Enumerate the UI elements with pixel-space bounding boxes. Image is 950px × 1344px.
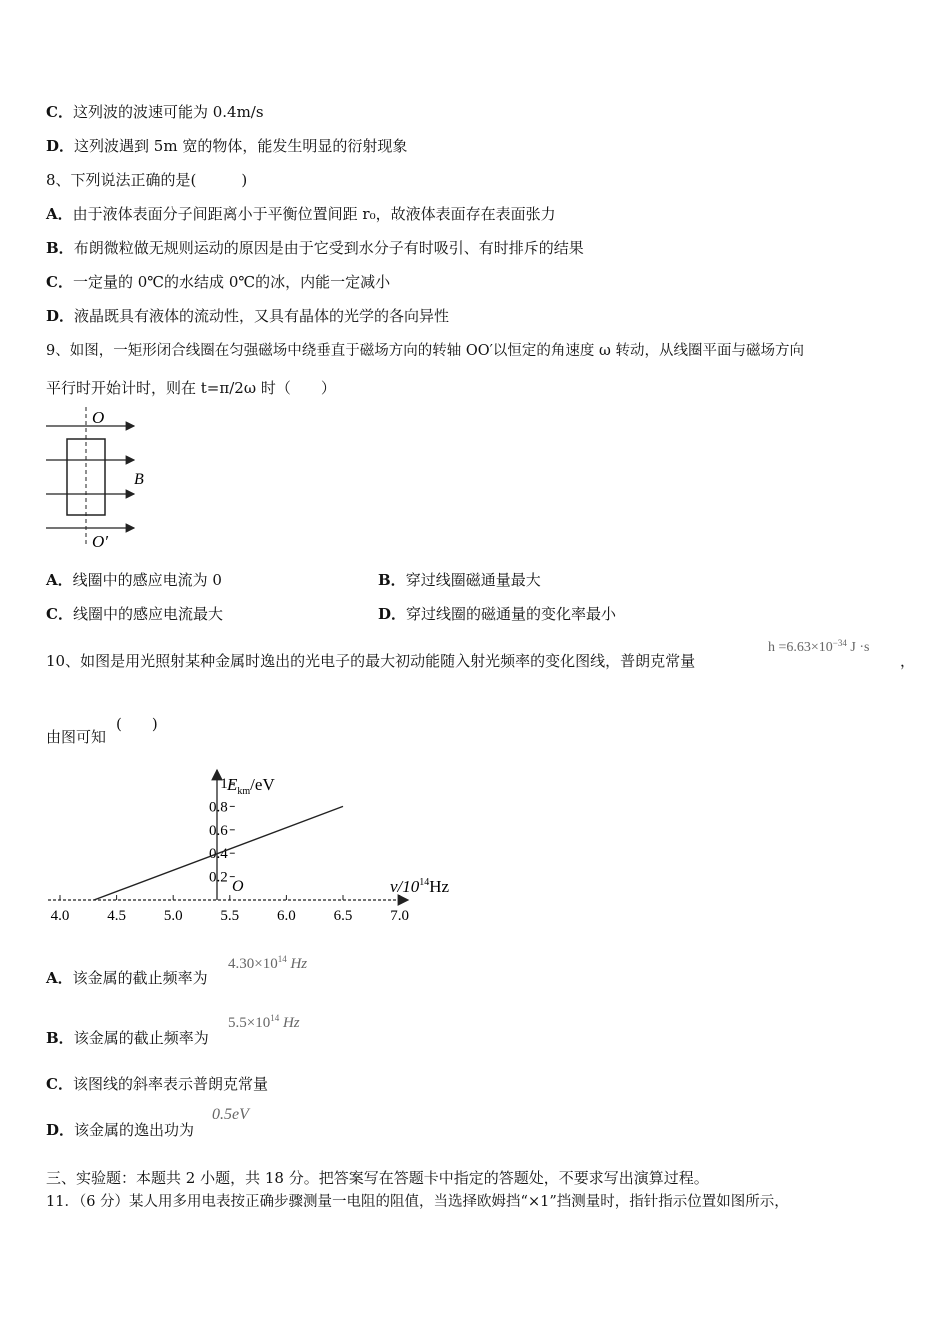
option-text: 该金属的截止频率为 (72, 969, 208, 987)
option-label: A． (46, 571, 73, 589)
axis-label-o: O (92, 408, 105, 427)
y-axis-label-unit: /eV (250, 775, 275, 794)
x-tick-label: 4.5 (107, 908, 126, 924)
q8-option-d (46, 306, 449, 326)
q9-option-b (378, 570, 541, 590)
option-text: 线圈中的感应电流最大 (72, 605, 223, 623)
q8-option-c (46, 272, 390, 292)
option-text: 液晶既具有液体的流动性，又具有晶体的光学的各向异性 (74, 307, 450, 325)
frequency-exponent: 14 (270, 1013, 280, 1023)
q10-option-b-frequency (228, 1015, 300, 1032)
x-tick-label: 6.5 (333, 908, 353, 924)
q11-stem: 11．（6 分）某人用多用电表按正确步骤测量一电阻的阻值，当选择欧姆挡“×1”挡测量时，指针指示位置如图所示， (46, 1194, 789, 1210)
frequency-base: 5.5×10 (228, 1015, 271, 1031)
axis-label-o-prime: O′ (92, 532, 108, 551)
q10-stem-line2: 由图可知 (46, 728, 107, 746)
x-axis-label-exp: 14 (419, 877, 430, 888)
q10-option-a (46, 968, 208, 988)
x-axis-label-main: ν/10 (390, 877, 420, 896)
q10-option-b (46, 1028, 209, 1048)
option-label: A． (46, 969, 73, 987)
frequency-unit: Hz (279, 1015, 300, 1031)
option-text: 布朗微粒做无规则运动的原因是由于它受到水分子有时吸引、有时排斥的结果 (73, 239, 584, 257)
option-text: 这列波的波速可能为 0.4m/s (72, 103, 264, 121)
option-label: C． (46, 605, 73, 623)
option-label: B． (46, 1029, 74, 1047)
q10-option-d-work-function: 0.5eV (212, 1106, 249, 1123)
planck-unit: J ·s (846, 640, 870, 655)
planck-exponent: −34 (832, 638, 847, 648)
option-label: B． (46, 239, 74, 257)
q8-stem: 8、下列说法正确的是( ) (46, 171, 248, 189)
x-tick-label: 6.0 (277, 908, 296, 924)
y-tick-label: 0.4 (209, 846, 228, 863)
q7-option-c (46, 102, 264, 122)
x-tick-label: 5.0 (163, 908, 183, 924)
q7-option-d (46, 136, 407, 156)
option-text: 一定量的 0℃的水结成 0℃的冰，内能一定减小 (72, 273, 391, 291)
y-tick-label: 0.6 (209, 822, 228, 839)
q9-stem-line2: 平行时开始计时，则在 t=π/2ω 时（ ） (46, 379, 336, 397)
option-text: 穿过线圈磁通量最大 (405, 571, 541, 589)
q10-option-c (46, 1074, 268, 1094)
x-tick-label: 7.0 (390, 908, 409, 924)
section3-heading: 三、实验题：本题共 2 小题，共 18 分。把答案写在答题卡中指定的答题处，不要求写出演算过程。 (46, 1169, 709, 1187)
x-axis-label (390, 877, 450, 896)
y-tick-label: 0.8 (209, 799, 228, 816)
option-label: D． (46, 137, 75, 155)
option-text: 由于液体表面分子间距离小于平衡位置间距 r₀，故液体表面存在表面张力 (72, 205, 556, 223)
y-tick-label: 1 (220, 776, 228, 792)
q10-option-a-frequency (228, 956, 307, 973)
field-label-b: B (134, 471, 144, 488)
y-axis-label-main: E (227, 775, 238, 794)
q9-coil-figure (42, 405, 162, 553)
option-label: D． (378, 605, 407, 623)
y-axis-label (226, 775, 275, 797)
frequency-base: 4.30×10 (228, 956, 278, 972)
option-text: 线圈中的感应电流为 0 (72, 571, 222, 589)
x-axis-label-unit: Hz (429, 877, 450, 896)
option-label: C． (46, 103, 73, 121)
option-label: C． (46, 1075, 73, 1093)
q8-option-b (46, 238, 584, 258)
option-label: D． (46, 307, 75, 325)
planck-constant-formula (768, 640, 869, 656)
q9-option-a (46, 570, 222, 590)
ekm-frequency-chart (40, 760, 470, 935)
frequency-unit: Hz (286, 956, 308, 972)
q10-option-d (46, 1120, 194, 1140)
y-axis-label-sub: km (237, 786, 251, 797)
q8-option-a (46, 204, 556, 224)
q10-stem-line1: 10、如图是用光照射某种金属时逸出的光电子的最大初动能随入射光频率的变化图线，普朗克常量 (46, 652, 696, 670)
planck-base: h =6.63×10 (768, 640, 833, 655)
q9-option-d (378, 604, 616, 624)
ekm-series-line (94, 806, 343, 900)
frequency-exponent: 14 (277, 954, 287, 964)
option-label: C． (46, 273, 73, 291)
q9-stem-line1: 9、如图，一矩形闭合线圈在匀强磁场中绕垂直于磁场方向的转轴 OO′以恒定的角速度 ω 转动，从线圈平面与磁场方向 (46, 343, 804, 359)
origin-label: O (232, 878, 244, 895)
magnetic-field-lines (46, 426, 134, 528)
option-label: B． (378, 571, 406, 589)
option-text: 该金属的截止频率为 (73, 1029, 209, 1047)
option-text: 这列波遇到 5m 宽的物体，能发生明显的衍射现象 (74, 137, 408, 155)
x-tick-label: 5.5 (220, 908, 240, 924)
option-label: A． (46, 205, 73, 223)
option-label: D． (46, 1121, 75, 1139)
y-tick-label: 0.2 (209, 869, 228, 886)
option-text: 穿过线圈的磁通量的变化率最小 (406, 605, 617, 623)
q10-answer-paren: ( ) (116, 715, 158, 733)
q9-option-c (46, 604, 223, 624)
q10-comma: ， (900, 652, 916, 670)
option-text: 该图线的斜率表示普朗克常量 (72, 1075, 268, 1093)
option-text: 该金属的逸出功为 (74, 1121, 195, 1139)
x-tick-label: 4.0 (50, 908, 70, 924)
